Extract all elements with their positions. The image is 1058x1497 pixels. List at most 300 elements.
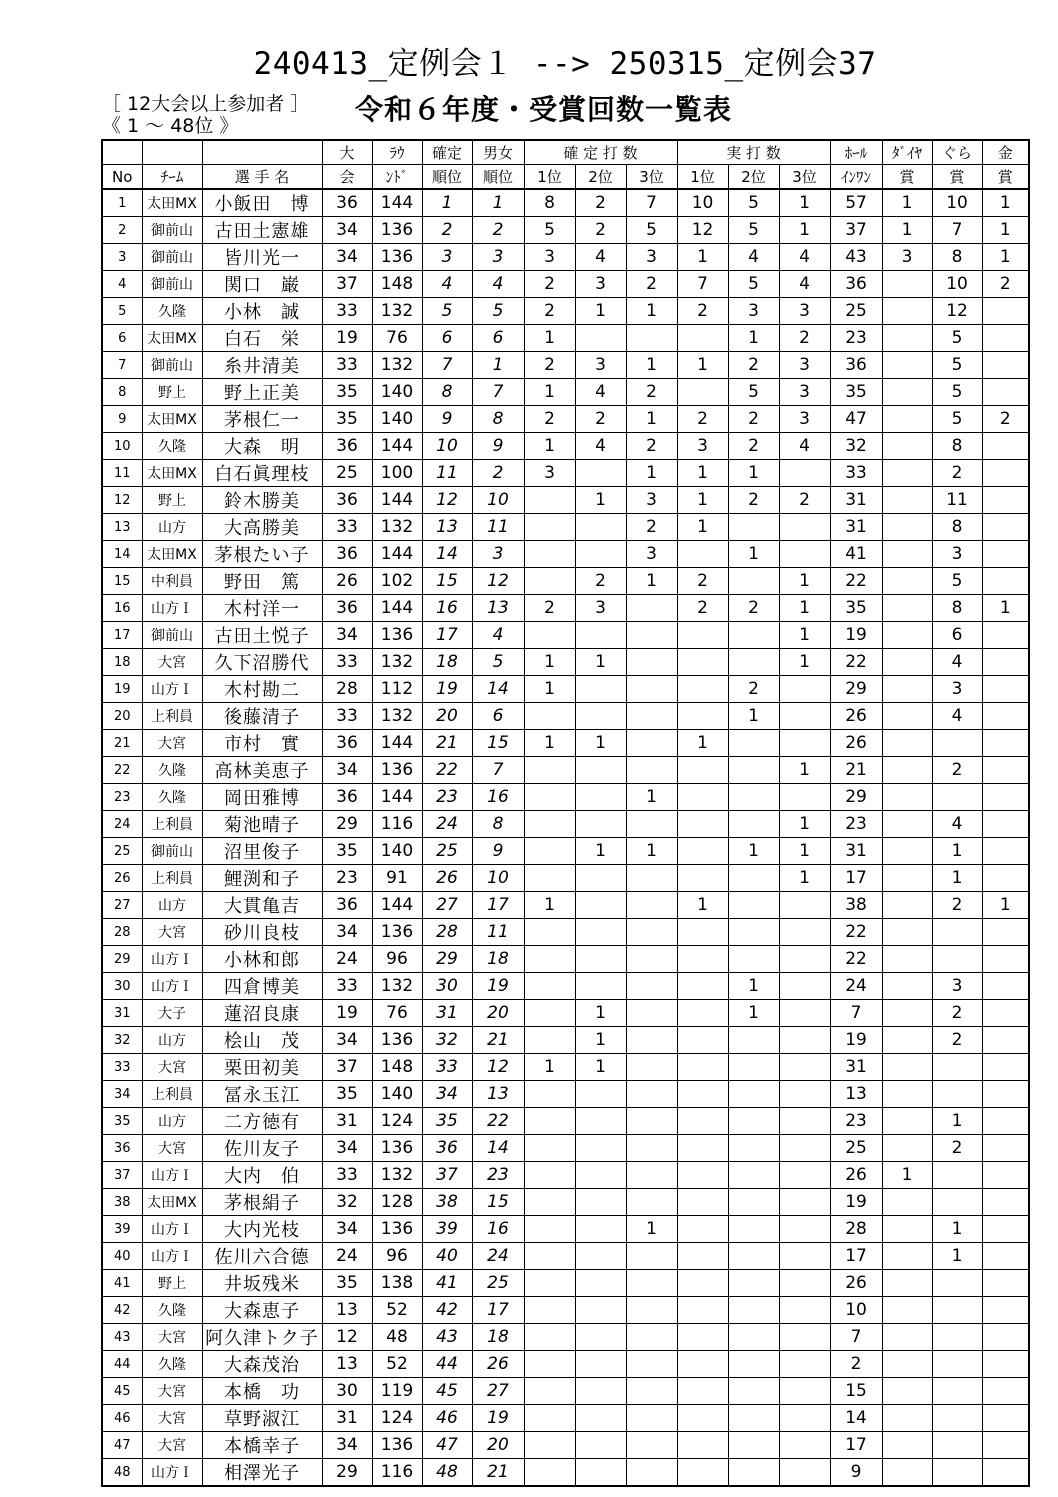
- cell-no: 13: [102, 514, 142, 541]
- cell-no: 34: [102, 1081, 142, 1108]
- cell-player-name: 蓮沼良康: [202, 1000, 322, 1027]
- cell-hole-in-one: 26: [830, 1270, 882, 1297]
- cell-jitsu-1st: 12: [677, 217, 728, 244]
- cell-taikai: 34: [322, 1027, 372, 1054]
- cell-kakutei-1st: [524, 568, 575, 595]
- cell-jitsu-2nd: [728, 1297, 779, 1324]
- cell-jitsu-3rd: [779, 1216, 830, 1243]
- cell-diamond-award: [882, 1081, 932, 1108]
- document-title: 240413_定例会１ --> 250315_定例会37: [253, 46, 877, 82]
- table-row: [102, 1378, 1029, 1405]
- cell-round: 140: [372, 838, 422, 865]
- cell-round: 136: [372, 1027, 422, 1054]
- cell-player-name: 古田土悦子: [202, 622, 322, 649]
- cell-diamond-award: [882, 703, 932, 730]
- cell-player-name: 木村勘二: [202, 676, 322, 703]
- cell-kakutei-3rd: 2: [626, 514, 677, 541]
- cell-round: 144: [372, 595, 422, 622]
- cell-jitsu-2nd: [728, 1459, 779, 1487]
- cell-diamond-award: [882, 838, 932, 865]
- cell-no: 23: [102, 784, 142, 811]
- cell-jitsu-2nd: 1: [728, 703, 779, 730]
- header-kakutei-3rd: 3位: [626, 165, 677, 190]
- cell-kakutei-2nd: 2: [575, 217, 626, 244]
- cell-hole-in-one: 25: [830, 1135, 882, 1162]
- cell-kakutei-rank: 2: [422, 217, 472, 244]
- cell-player-name: 白石眞理枝: [202, 460, 322, 487]
- cell-no: 36: [102, 1135, 142, 1162]
- cell-diamond-award: [882, 595, 932, 622]
- cell-jitsu-3rd: [779, 1243, 830, 1270]
- cell-kakutei-3rd: [626, 973, 677, 1000]
- header-diamond-award: ﾀﾞｲﾔ: [882, 140, 932, 165]
- award-count-table: [101, 139, 1030, 1487]
- cell-jitsu-2nd: [728, 622, 779, 649]
- cell-no: 26: [102, 865, 142, 892]
- cell-taikai: 33: [322, 298, 372, 325]
- cell-gold-award: 2: [982, 271, 1029, 298]
- cell-round: 144: [372, 730, 422, 757]
- cell-no: 21: [102, 730, 142, 757]
- cell-jitsu-1st: [677, 757, 728, 784]
- cell-kakutei-1st: [524, 1351, 575, 1378]
- cell-kakutei-rank: 42: [422, 1297, 472, 1324]
- cell-taikai: 35: [322, 1081, 372, 1108]
- cell-kakutei-2nd: [575, 784, 626, 811]
- cell-kakutei-rank: 1: [422, 189, 472, 217]
- cell-hole-in-one: 19: [830, 622, 882, 649]
- cell-danjo-rank: 2: [472, 217, 524, 244]
- cell-gold-award: 1: [982, 595, 1029, 622]
- header-taikai-2: 会: [322, 165, 372, 190]
- cell-kakutei-3rd: [626, 622, 677, 649]
- cell-team: 山方: [142, 892, 202, 919]
- cell-jitsu-1st: [677, 1027, 728, 1054]
- cell-kakutei-2nd: 3: [575, 595, 626, 622]
- cell-player-name: 市村 實: [202, 730, 322, 757]
- table-row: [102, 487, 1029, 514]
- cell-taikai: 35: [322, 1270, 372, 1297]
- cell-danjo-rank: 3: [472, 541, 524, 568]
- cell-jitsu-3rd: [779, 1270, 830, 1297]
- cell-hole-in-one: 22: [830, 946, 882, 973]
- cell-diamond-award: [882, 352, 932, 379]
- cell-kakutei-1st: 1: [524, 892, 575, 919]
- cell-round: 136: [372, 1135, 422, 1162]
- cell-round: 136: [372, 244, 422, 271]
- cell-danjo-rank: 22: [472, 1108, 524, 1135]
- cell-kakutei-rank: 27: [422, 892, 472, 919]
- cell-hole-in-one: 17: [830, 1432, 882, 1459]
- cell-kakutei-3rd: 1: [626, 1216, 677, 1243]
- cell-gura-award: 4: [932, 703, 982, 730]
- cell-danjo-rank: 15: [472, 1189, 524, 1216]
- cell-diamond-award: [882, 784, 932, 811]
- cell-gold-award: [982, 946, 1029, 973]
- cell-jitsu-2nd: [728, 1270, 779, 1297]
- cell-kakutei-1st: 1: [524, 433, 575, 460]
- cell-jitsu-2nd: 2: [728, 487, 779, 514]
- cell-kakutei-2nd: [575, 514, 626, 541]
- cell-danjo-rank: 13: [472, 595, 524, 622]
- cell-team: 上利員: [142, 703, 202, 730]
- cell-hole-in-one: 29: [830, 676, 882, 703]
- table-row: [102, 1027, 1029, 1054]
- cell-gold-award: [982, 730, 1029, 757]
- cell-kakutei-2nd: [575, 892, 626, 919]
- cell-kakutei-3rd: 2: [626, 271, 677, 298]
- cell-jitsu-2nd: 2: [728, 676, 779, 703]
- cell-player-name: 本橋 功: [202, 1378, 322, 1405]
- cell-kakutei-3rd: [626, 1243, 677, 1270]
- cell-gold-award: 2: [982, 406, 1029, 433]
- cell-jitsu-3rd: 3: [779, 379, 830, 406]
- cell-player-name: 桧山 茂: [202, 1027, 322, 1054]
- table-row: [102, 1243, 1029, 1270]
- cell-diamond-award: 1: [882, 1162, 932, 1189]
- cell-kakutei-3rd: 3: [626, 244, 677, 271]
- cell-diamond-award: [882, 811, 932, 838]
- cell-danjo-rank: 11: [472, 514, 524, 541]
- cell-team: 大宮: [142, 730, 202, 757]
- cell-kakutei-1st: [524, 1000, 575, 1027]
- cell-kakutei-3rd: 7: [626, 189, 677, 217]
- cell-kakutei-3rd: 1: [626, 298, 677, 325]
- cell-kakutei-1st: [524, 1243, 575, 1270]
- cell-kakutei-1st: [524, 1324, 575, 1351]
- participants-note: ［ 12大会以上参加者 ］: [102, 93, 310, 115]
- cell-hole-in-one: 41: [830, 541, 882, 568]
- cell-team: 御前山: [142, 244, 202, 271]
- cell-team: 大宮: [142, 1432, 202, 1459]
- cell-team: 山方Ｉ: [142, 595, 202, 622]
- table-row: [102, 433, 1029, 460]
- cell-taikai: 29: [322, 1459, 372, 1487]
- cell-kakutei-3rd: [626, 1054, 677, 1081]
- cell-kakutei-rank: 19: [422, 676, 472, 703]
- cell-kakutei-rank: 34: [422, 1081, 472, 1108]
- cell-jitsu-1st: [677, 1297, 728, 1324]
- table-row: [102, 189, 1029, 217]
- cell-player-name: 茅根たい子: [202, 541, 322, 568]
- cell-jitsu-2nd: [728, 865, 779, 892]
- cell-taikai: 34: [322, 1432, 372, 1459]
- cell-player-name: 小林和郎: [202, 946, 322, 973]
- cell-kakutei-1st: [524, 1297, 575, 1324]
- cell-team: 野上: [142, 379, 202, 406]
- cell-jitsu-2nd: 1: [728, 325, 779, 352]
- cell-no: 5: [102, 298, 142, 325]
- cell-gura-award: 5: [932, 568, 982, 595]
- cell-taikai: 35: [322, 406, 372, 433]
- cell-danjo-rank: 19: [472, 973, 524, 1000]
- cell-team: 御前山: [142, 622, 202, 649]
- cell-kakutei-3rd: 2: [626, 433, 677, 460]
- cell-jitsu-3rd: 2: [779, 325, 830, 352]
- cell-danjo-rank: 4: [472, 622, 524, 649]
- cell-kakutei-2nd: [575, 1216, 626, 1243]
- cell-hole-in-one: 22: [830, 649, 882, 676]
- cell-taikai: 33: [322, 973, 372, 1000]
- cell-diamond-award: [882, 1324, 932, 1351]
- header-no: No: [102, 165, 142, 190]
- cell-no: 32: [102, 1027, 142, 1054]
- cell-gold-award: [982, 379, 1029, 406]
- cell-kakutei-2nd: [575, 1081, 626, 1108]
- cell-jitsu-3rd: 1: [779, 649, 830, 676]
- cell-jitsu-1st: [677, 1351, 728, 1378]
- cell-danjo-rank: 12: [472, 568, 524, 595]
- cell-gura-award: 4: [932, 649, 982, 676]
- cell-round: 112: [372, 676, 422, 703]
- cell-jitsu-3rd: 1: [779, 189, 830, 217]
- cell-gold-award: [982, 1216, 1029, 1243]
- cell-team: 久隆: [142, 1297, 202, 1324]
- cell-kakutei-1st: [524, 1135, 575, 1162]
- cell-danjo-rank: 8: [472, 811, 524, 838]
- cell-gold-award: 1: [982, 189, 1029, 217]
- cell-gura-award: 5: [932, 352, 982, 379]
- cell-jitsu-3rd: 1: [779, 217, 830, 244]
- cell-jitsu-1st: [677, 676, 728, 703]
- cell-jitsu-2nd: 2: [728, 595, 779, 622]
- cell-player-name: 阿久津トク子: [202, 1324, 322, 1351]
- header-team: ﾁｰﾑ: [142, 165, 202, 190]
- cell-team: 大宮: [142, 649, 202, 676]
- cell-round: 132: [372, 298, 422, 325]
- cell-jitsu-1st: 1: [677, 244, 728, 271]
- cell-hole-in-one: 32: [830, 433, 882, 460]
- cell-diamond-award: [882, 676, 932, 703]
- cell-team: 久隆: [142, 433, 202, 460]
- cell-taikai: 33: [322, 703, 372, 730]
- cell-diamond-award: [882, 1108, 932, 1135]
- cell-player-name: 小林 誠: [202, 298, 322, 325]
- cell-player-name: 二方徳有: [202, 1108, 322, 1135]
- cell-danjo-rank: 12: [472, 1054, 524, 1081]
- cell-round: 136: [372, 1216, 422, 1243]
- cell-kakutei-1st: [524, 1162, 575, 1189]
- cell-jitsu-3rd: [779, 1162, 830, 1189]
- cell-jitsu-2nd: 5: [728, 217, 779, 244]
- table-row: [102, 1000, 1029, 1027]
- cell-gura-award: 5: [932, 406, 982, 433]
- cell-gura-award: 2: [932, 1135, 982, 1162]
- cell-diamond-award: [882, 541, 932, 568]
- cell-player-name: 皆川光一: [202, 244, 322, 271]
- cell-diamond-award: [882, 487, 932, 514]
- cell-no: 30: [102, 973, 142, 1000]
- cell-kakutei-1st: [524, 811, 575, 838]
- cell-jitsu-2nd: [728, 811, 779, 838]
- cell-kakutei-rank: 48: [422, 1459, 472, 1487]
- header-kakutei-2nd: 2位: [575, 165, 626, 190]
- cell-kakutei-1st: [524, 1189, 575, 1216]
- cell-team: 久隆: [142, 757, 202, 784]
- table-row: [102, 514, 1029, 541]
- cell-gura-award: [932, 1081, 982, 1108]
- cell-taikai: 36: [322, 892, 372, 919]
- cell-no: 3: [102, 244, 142, 271]
- cell-gura-award: 11: [932, 487, 982, 514]
- cell-jitsu-1st: [677, 919, 728, 946]
- header-round-2: ﾝﾄﾞ: [372, 165, 422, 190]
- cell-kakutei-rank: 11: [422, 460, 472, 487]
- cell-gura-award: 1: [932, 1108, 982, 1135]
- cell-round: 140: [372, 379, 422, 406]
- cell-kakutei-1st: 1: [524, 379, 575, 406]
- cell-jitsu-1st: [677, 1378, 728, 1405]
- cell-no: 17: [102, 622, 142, 649]
- cell-kakutei-2nd: [575, 460, 626, 487]
- cell-jitsu-1st: [677, 541, 728, 568]
- cell-gold-award: [982, 325, 1029, 352]
- cell-jitsu-3rd: [779, 1459, 830, 1487]
- cell-hole-in-one: 43: [830, 244, 882, 271]
- cell-kakutei-rank: 28: [422, 919, 472, 946]
- cell-team: 山方: [142, 514, 202, 541]
- cell-jitsu-2nd: [728, 649, 779, 676]
- table-row: [102, 919, 1029, 946]
- cell-kakutei-3rd: [626, 676, 677, 703]
- cell-jitsu-2nd: [728, 1081, 779, 1108]
- cell-danjo-rank: 23: [472, 1162, 524, 1189]
- cell-round: 144: [372, 433, 422, 460]
- cell-hole-in-one: 23: [830, 1108, 882, 1135]
- cell-jitsu-1st: [677, 379, 728, 406]
- cell-diamond-award: [882, 919, 932, 946]
- cell-player-name: 大高勝美: [202, 514, 322, 541]
- cell-danjo-rank: 9: [472, 838, 524, 865]
- cell-taikai: 34: [322, 919, 372, 946]
- cell-taikai: 34: [322, 757, 372, 784]
- table-row: [102, 892, 1029, 919]
- cell-jitsu-2nd: 5: [728, 271, 779, 298]
- cell-gura-award: 10: [932, 271, 982, 298]
- cell-kakutei-rank: 40: [422, 1243, 472, 1270]
- cell-kakutei-rank: 16: [422, 595, 472, 622]
- header-player-top: [202, 140, 322, 165]
- cell-kakutei-1st: [524, 973, 575, 1000]
- cell-diamond-award: [882, 892, 932, 919]
- cell-player-name: 野田 篤: [202, 568, 322, 595]
- cell-danjo-rank: 21: [472, 1459, 524, 1487]
- cell-kakutei-3rd: [626, 703, 677, 730]
- cell-hole-in-one: 35: [830, 595, 882, 622]
- cell-jitsu-1st: [677, 973, 728, 1000]
- table-row: [102, 1459, 1029, 1487]
- cell-round: 148: [372, 1054, 422, 1081]
- cell-taikai: 13: [322, 1351, 372, 1378]
- cell-kakutei-3rd: [626, 757, 677, 784]
- cell-hole-in-one: 7: [830, 1000, 882, 1027]
- cell-jitsu-2nd: 1: [728, 460, 779, 487]
- cell-gura-award: 5: [932, 379, 982, 406]
- cell-gura-award: 5: [932, 325, 982, 352]
- cell-gold-award: [982, 460, 1029, 487]
- cell-danjo-rank: 19: [472, 1405, 524, 1432]
- cell-taikai: 36: [322, 541, 372, 568]
- cell-kakutei-1st: [524, 1081, 575, 1108]
- cell-gura-award: [932, 1405, 982, 1432]
- cell-gold-award: [982, 919, 1029, 946]
- cell-kakutei-rank: 7: [422, 352, 472, 379]
- cell-jitsu-1st: [677, 1054, 728, 1081]
- cell-jitsu-1st: [677, 946, 728, 973]
- cell-no: 41: [102, 1270, 142, 1297]
- cell-jitsu-1st: 2: [677, 568, 728, 595]
- cell-kakutei-rank: 9: [422, 406, 472, 433]
- cell-kakutei-1st: 8: [524, 189, 575, 217]
- table-row: [102, 1351, 1029, 1378]
- cell-jitsu-3rd: [779, 1027, 830, 1054]
- cell-hole-in-one: 26: [830, 730, 882, 757]
- cell-taikai: 36: [322, 730, 372, 757]
- cell-kakutei-3rd: [626, 1027, 677, 1054]
- cell-diamond-award: [882, 460, 932, 487]
- cell-jitsu-1st: [677, 325, 728, 352]
- cell-jitsu-3rd: [779, 1378, 830, 1405]
- cell-no: 4: [102, 271, 142, 298]
- cell-jitsu-1st: [677, 1270, 728, 1297]
- cell-kakutei-3rd: [626, 919, 677, 946]
- cell-jitsu-3rd: [779, 514, 830, 541]
- cell-gold-award: [982, 1378, 1029, 1405]
- cell-kakutei-1st: [524, 541, 575, 568]
- cell-jitsu-3rd: [779, 460, 830, 487]
- cell-kakutei-1st: [524, 487, 575, 514]
- table-row: [102, 676, 1029, 703]
- cell-kakutei-rank: 12: [422, 487, 472, 514]
- cell-kakutei-2nd: [575, 1189, 626, 1216]
- cell-team: 大宮: [142, 1378, 202, 1405]
- cell-hole-in-one: 26: [830, 703, 882, 730]
- cell-kakutei-rank: 10: [422, 433, 472, 460]
- cell-round: 116: [372, 1459, 422, 1487]
- table-row: [102, 460, 1029, 487]
- table-row: [102, 217, 1029, 244]
- cell-danjo-rank: 17: [472, 1297, 524, 1324]
- header-hole-in-one: ﾎｰﾙ: [830, 140, 882, 165]
- cell-team: 御前山: [142, 352, 202, 379]
- cell-team: 大宮: [142, 919, 202, 946]
- cell-kakutei-rank: 24: [422, 811, 472, 838]
- cell-gold-award: [982, 1243, 1029, 1270]
- cell-danjo-rank: 14: [472, 676, 524, 703]
- cell-team: 上利員: [142, 865, 202, 892]
- table-row: [102, 703, 1029, 730]
- cell-gura-award: [932, 1351, 982, 1378]
- cell-gold-award: [982, 1108, 1029, 1135]
- cell-gura-award: 7: [932, 217, 982, 244]
- cell-hole-in-one: 21: [830, 757, 882, 784]
- cell-gura-award: 1: [932, 1243, 982, 1270]
- cell-kakutei-1st: 3: [524, 244, 575, 271]
- cell-kakutei-2nd: [575, 1243, 626, 1270]
- cell-round: 136: [372, 217, 422, 244]
- cell-taikai: 13: [322, 1297, 372, 1324]
- cell-team: 山方: [142, 1108, 202, 1135]
- cell-kakutei-1st: 1: [524, 676, 575, 703]
- cell-gura-award: [932, 919, 982, 946]
- cell-taikai: 23: [322, 865, 372, 892]
- cell-danjo-rank: 24: [472, 1243, 524, 1270]
- cell-jitsu-2nd: [728, 1135, 779, 1162]
- cell-gold-award: [982, 298, 1029, 325]
- cell-jitsu-3rd: 3: [779, 298, 830, 325]
- cell-no: 2: [102, 217, 142, 244]
- cell-diamond-award: [882, 1135, 932, 1162]
